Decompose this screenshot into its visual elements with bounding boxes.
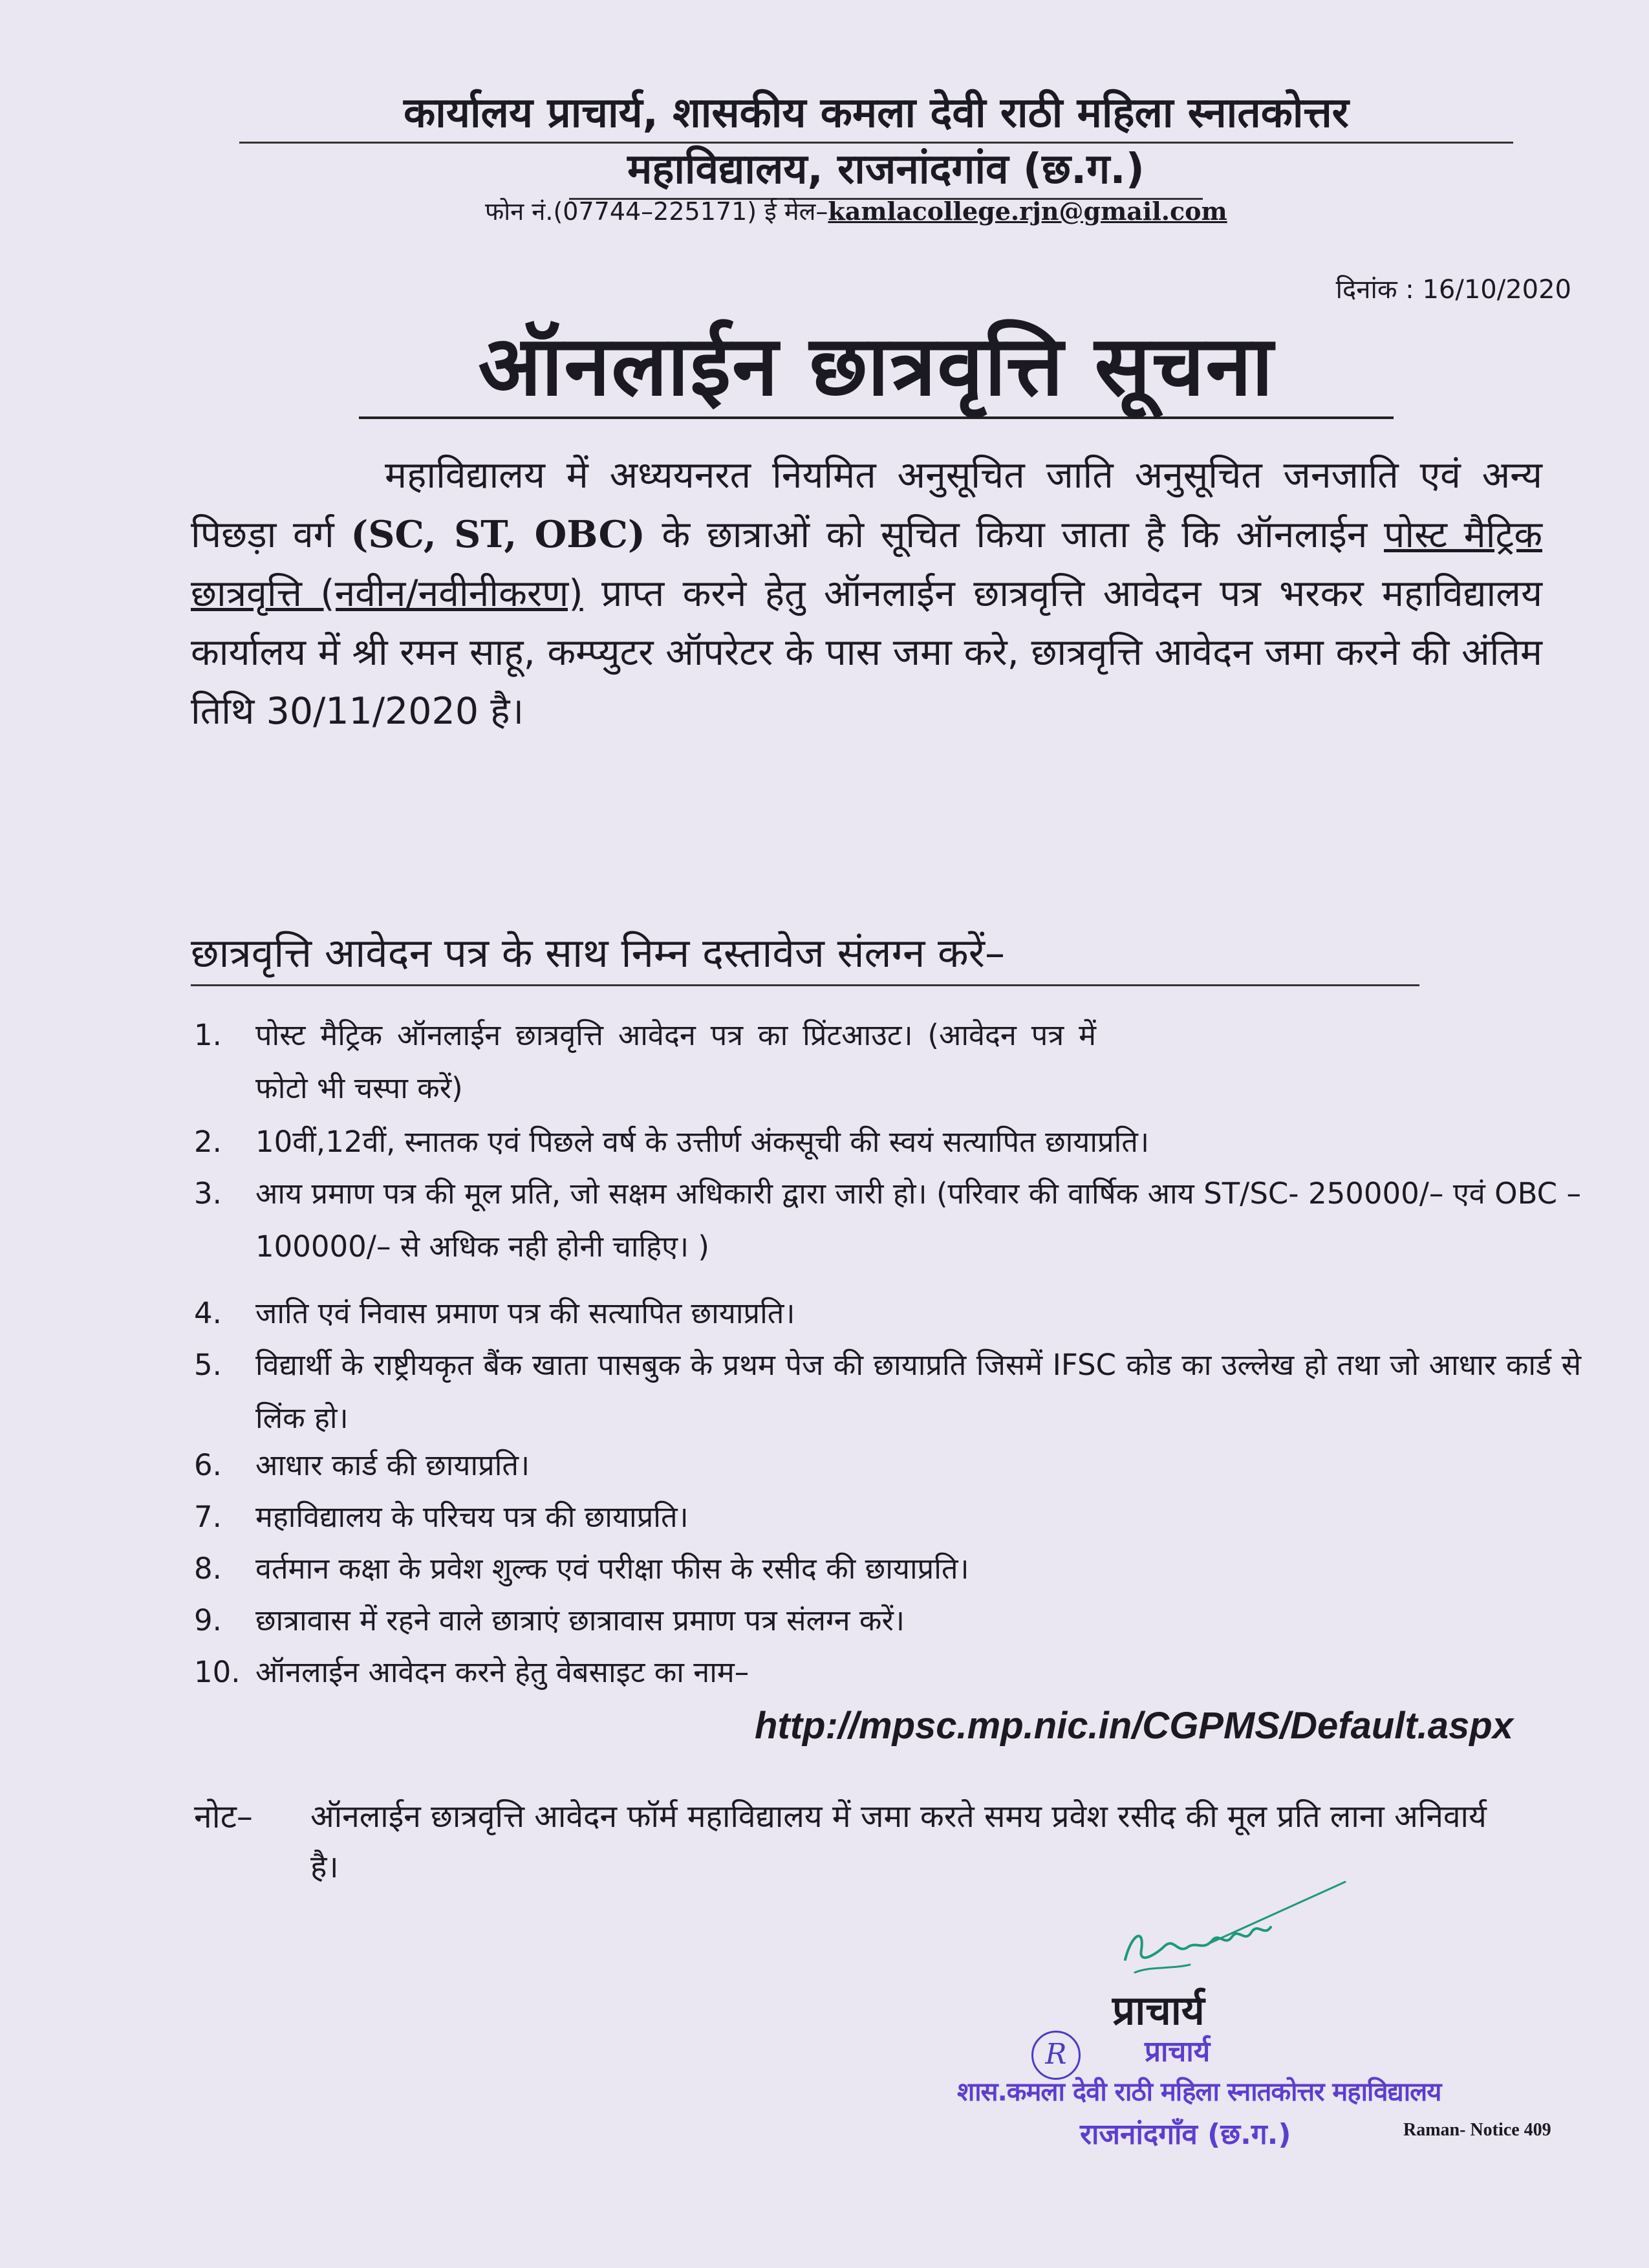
list-item-text: 10वीं,12वीं, स्नातक एवं पिछले वर्ष के उत्तीर्ण अंकसूची की स्वयं सत्यापित छायाप्रति।	[255, 1125, 1150, 1159]
notice-body	[191, 446, 1542, 741]
email-link[interactable]: kamlacollege.rjn@gmail.com	[828, 197, 1227, 226]
list-item-text: महाविद्यालय के परिचय पत्र की छायाप्रति।	[255, 1500, 689, 1534]
notice-reference: Raman- Notice 409	[1403, 2120, 1551, 2140]
note-label: नोट–	[194, 1798, 253, 1835]
body-text-2: के छात्राओं को सूचित किया जाता है कि ऑनलाईन	[645, 513, 1384, 556]
list-item-number: 9.	[194, 1603, 222, 1637]
phone-text: फोन नं.(07744–225171) ई मेल–	[485, 197, 828, 226]
principal-title: प्राचार्य	[1112, 1987, 1205, 2034]
body-text-4: है।	[479, 690, 524, 733]
list-item-number: 1.	[194, 1018, 222, 1052]
list-item-text: वर्तमान कक्षा के प्रवेश शुल्क एवं परीक्षा फीस के रसीद की छायाप्रति।	[255, 1551, 969, 1586]
office-heading-line1: कार्यालय प्राचार्य, शासकीय कमला देवी राठी महिला स्नातकोत्तर	[239, 83, 1513, 144]
contact-line	[485, 194, 1274, 228]
body-categories: (SC, ST, OBC)	[350, 513, 645, 556]
list-item-number: 6.	[194, 1448, 222, 1482]
note-text: ऑनलाईन छात्रवृत्ति आवेदन फॉर्म महाविद्यालय में जमा करते समय प्रवेश रसीद की मूल प्रति लाना अनिवार्य है।	[310, 1798, 1487, 1885]
list-item-number: 3.	[194, 1176, 222, 1211]
body-scholarship-type: पोस्ट मैट्रिक छात्रवृत्ति (नवीन/नवीनीकरण)	[191, 513, 1542, 615]
documents-heading: छात्रवृत्ति आवेदन पत्र के साथ निम्न दस्तावेज संलग्न करें–	[191, 925, 1419, 986]
body-text-3: प्राप्त करने हेतु ऑनलाईन छात्रवृत्ति आवेदन पत्र भरकर महाविद्यालय कार्यालय में श्री रमन साहू, कम्प्युटर ऑपरेटर के पास जमा करे, छात्रवृत्ति आवेदन जमा करने की अंतिम तिथि	[191, 572, 1543, 733]
stamp-college-name: शास.कमला देवी राठी महिला स्नातकोत्तर महाविद्यालय	[957, 2077, 1441, 2107]
list-item-number: 7.	[194, 1500, 222, 1534]
principal-signature	[1112, 1875, 1358, 1985]
list-item-text: ऑनलाईन आवेदन करने हेतु वेबसाइट का नाम–	[255, 1655, 749, 1689]
notice-date: दिनांक : 16/10/2020	[1335, 275, 1571, 305]
stamp-location: राजनांदगाँव (छ.ग.)	[1080, 2118, 1291, 2151]
body-text-1: महाविद्यालय में अध्ययनरत नियमित अनुसूचित जाति अनुसूचित जनजाति एवं अन्य पिछड़ा वर्ग	[191, 454, 1542, 556]
stamp-designation: प्राचार्य	[1145, 2035, 1211, 2068]
list-item-text: आधार कार्ड की छायाप्रति।	[255, 1448, 530, 1482]
list-item-number: 5.	[194, 1348, 222, 1382]
list-item-text: विद्यार्थी के राष्ट्रीयकृत बैंक खाता पासबुक के प्रथम पेज की छायाप्रति जिसमें IFSC कोड का उल्लेख हो तथा जो आधार कार्ड से लिंक हो।	[255, 1348, 1581, 1435]
list-item-number: 8.	[194, 1551, 222, 1586]
list-item-text: छात्रावास में रहने वाले छात्राएं छात्रावास प्रमाण पत्र संलग्न करें।	[255, 1603, 905, 1637]
stamp-r-icon: R	[1031, 2031, 1081, 2080]
list-item-number: 2.	[194, 1125, 222, 1159]
notice-title: ऑनलाईन छात्रवृत्ति सूचना	[359, 317, 1394, 419]
list-item-number: 10.	[194, 1655, 241, 1689]
list-item-text: पोस्ट मैट्रिक ऑनलाईन छात्रवृत्ति आवेदन पत्र का प्रिंटआउट। (आवेदन पत्र में फोटो भी चस्पा करें)	[255, 1018, 1096, 1105]
body-last-date: 30/11/2020	[266, 690, 479, 733]
list-item-text: आय प्रमाण पत्र की मूल प्रति, जो सक्षम अधिकारी द्वारा जारी हो। (परिवार की वार्षिक आय ST/SC- 250000/– एवं OBC – 100000/– से अधिक नही होनी चाहिए। )	[255, 1176, 1581, 1264]
list-item-number: 4.	[194, 1296, 222, 1330]
website-link[interactable]: http://mpsc.mp.nic.in/CGPMS/Default.aspx	[754, 1705, 1513, 1747]
list-item-text: जाति एवं निवास प्रमाण पत्र की सत्यापित छायाप्रति।	[255, 1296, 795, 1330]
office-heading-line2: महाविद्यालय, राजनांदगांव (छ.ग.)	[569, 139, 1203, 200]
